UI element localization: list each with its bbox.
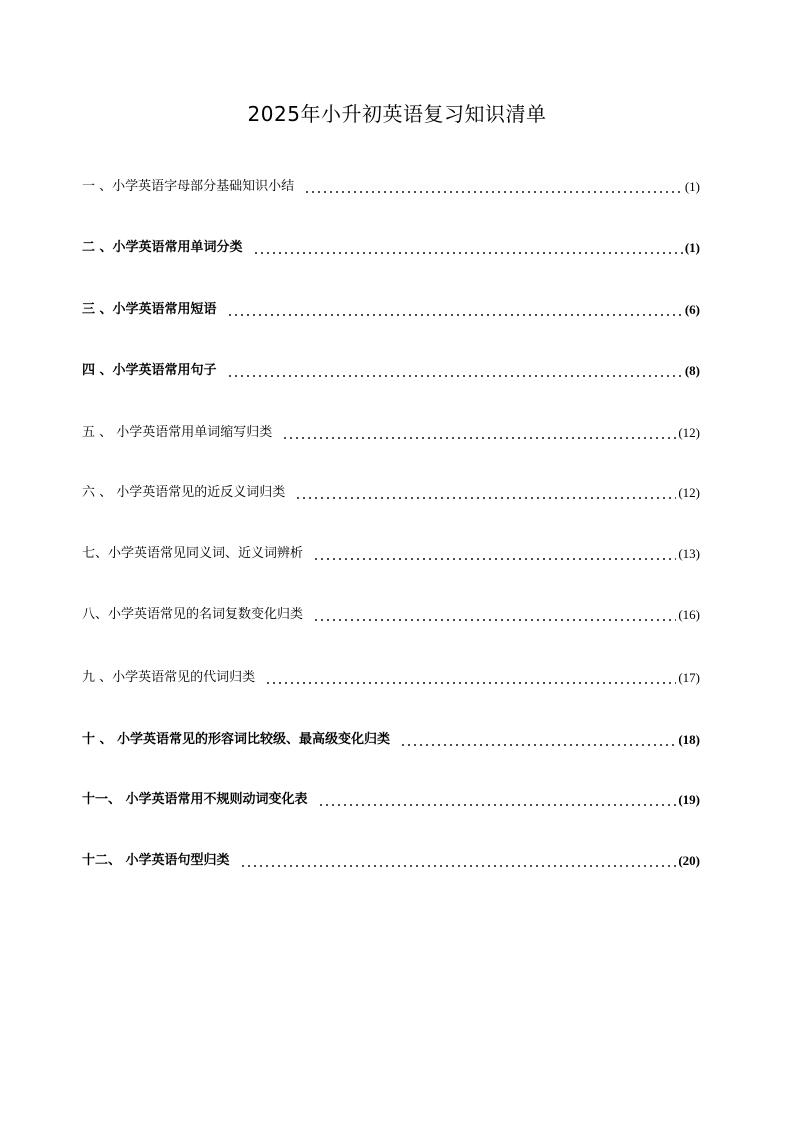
toc-entry-label: 四 、小学英语常用句子 xyxy=(82,363,217,378)
toc-entry-page: (20) xyxy=(678,853,700,868)
toc-dot-leader xyxy=(265,682,676,684)
toc-entry-page: (6) xyxy=(684,302,700,317)
toc-entry-10[interactable] xyxy=(82,725,700,755)
toc-entry-page: (1) xyxy=(684,240,700,255)
toc-entry-page: (19) xyxy=(678,792,700,807)
toc-dot-leader xyxy=(282,437,676,439)
toc-dot-leader xyxy=(253,252,683,254)
toc-dot-leader xyxy=(240,865,677,867)
toc-entry-label: 一 、小学英语字母部分基础知识小结 xyxy=(82,179,295,194)
toc-dot-leader xyxy=(227,314,683,316)
toc-entry-2[interactable] xyxy=(82,233,700,263)
toc-entry-page: (16) xyxy=(678,607,700,622)
toc-dot-leader xyxy=(227,375,683,377)
toc-dot-leader xyxy=(313,619,676,621)
toc-entry-11[interactable] xyxy=(82,785,700,815)
toc-entry-1[interactable] xyxy=(82,172,700,202)
toc-entry-label: 二 、小学英语常用单词分类 xyxy=(82,240,243,255)
toc-dot-leader xyxy=(304,191,683,193)
toc-entry-label: 六 、 小学英语常见的近反义词归类 xyxy=(82,485,286,500)
toc-entry-page: (17) xyxy=(678,670,700,685)
toc-entry-12[interactable] xyxy=(82,846,700,876)
document-title: 2025年小升初英语复习知识清单 xyxy=(247,102,547,126)
toc-dot-leader xyxy=(318,804,677,806)
toc-entry-page: (8) xyxy=(684,363,700,378)
toc-entry-page: (12) xyxy=(678,425,700,440)
toc-entry-9[interactable] xyxy=(82,663,700,693)
toc-entry-page: (12) xyxy=(678,485,700,500)
toc-entry-label: 五 、 小学英语常用单词缩写归类 xyxy=(82,425,273,440)
toc-dot-leader xyxy=(295,497,676,499)
toc-entry-5[interactable] xyxy=(82,418,700,448)
toc-entry-page: (18) xyxy=(678,732,700,747)
toc-dot-leader xyxy=(313,558,676,560)
toc-entry-8[interactable] xyxy=(82,600,700,630)
toc-entry-4[interactable] xyxy=(82,356,700,386)
toc-entry-label: 十二、 小学英语句型归类 xyxy=(82,853,230,868)
toc-entry-7[interactable] xyxy=(82,539,700,569)
toc-entry-3[interactable] xyxy=(82,295,700,325)
toc-entry-label: 八、小学英语常见的名词复数变化归类 xyxy=(82,607,304,622)
toc-entry-label: 十 、 小学英语常见的形容词比较级、最高级变化归类 xyxy=(82,732,391,747)
toc-entry-label: 十一、 小学英语常用不规则动词变化表 xyxy=(82,792,308,807)
toc-entry-label: 九 、小学英语常见的代词归类 xyxy=(82,670,256,685)
toc-entry-6[interactable] xyxy=(82,478,700,508)
toc-entry-page: (13) xyxy=(678,546,700,561)
toc-entry-label: 七、小学英语常见同义词、近义词辨析 xyxy=(82,546,304,561)
toc-entry-label: 三 、小学英语常用短语 xyxy=(82,302,217,317)
toc-entry-page: (1) xyxy=(684,179,700,194)
toc-dot-leader xyxy=(400,744,676,746)
